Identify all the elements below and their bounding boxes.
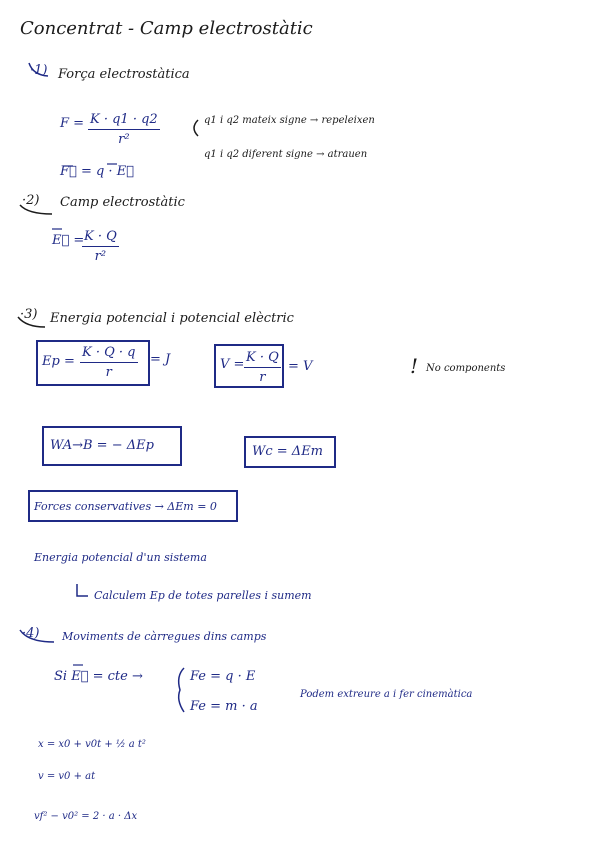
- rule-different-sign: q1 i q2 diferent signe → atrauen: [204, 149, 368, 160]
- wc-formula: Wc = ΔEm: [252, 444, 324, 459]
- rule-same-sign: q1 i q2 mateix signe → repeleixen: [204, 115, 375, 126]
- ep-fraction: [80, 345, 138, 380]
- ep-denominator: r: [105, 365, 112, 380]
- kinematics-torricelli: vf² − v0² = 2 · a · Δx: [34, 811, 138, 822]
- fe-charge-formula: Fe = q · E: [190, 669, 256, 684]
- rules-brace: [194, 120, 198, 136]
- system-note-hook: [77, 584, 88, 596]
- section-2-heading: Camp electrostàtic: [60, 195, 185, 210]
- field-numerator: K · Q: [82, 229, 119, 247]
- system-heading: Energia potencial d'un sistema: [34, 551, 207, 564]
- system-note: Calculem Ep de totes parelles i sumem: [94, 589, 312, 602]
- potential-denominator: r: [259, 370, 266, 385]
- field-denominator: r²: [94, 249, 107, 264]
- section-3-number: ·3): [20, 307, 38, 322]
- warning-mark: !: [410, 354, 419, 378]
- coulomb-denominator: r²: [118, 132, 130, 147]
- warning-text: No components: [426, 363, 506, 374]
- work-formula: WA→B = − ΔEp: [50, 438, 154, 453]
- section-3-heading: Energia potencial i potencial elèctric: [50, 311, 294, 326]
- section-2-number: ·2): [22, 193, 40, 208]
- coulomb-lhs: F =: [60, 116, 85, 131]
- kinematics-position: x = x0 + v0t + ½ a t²: [38, 739, 146, 750]
- ep-numerator: K · Q · q: [80, 345, 138, 363]
- section-4-number: ·4): [22, 626, 40, 641]
- section-1-heading: Força electrostàtica: [58, 67, 190, 82]
- force-field-formula: F⃗ = q · E⃗: [60, 164, 134, 179]
- coulomb-fraction: [88, 112, 160, 147]
- section-1-number: ·1): [30, 63, 48, 78]
- field-fraction: [82, 229, 119, 264]
- conservative-text: Forces conservatives → ΔEm = 0: [34, 500, 217, 513]
- ep-lhs: Ep =: [42, 354, 75, 369]
- fe-brace: [179, 668, 184, 712]
- kinematics-velocity: v = v0 + at: [38, 771, 96, 782]
- field-lhs: E⃗ =: [52, 233, 85, 248]
- coulomb-numerator: K · q1 · q2: [88, 112, 160, 130]
- potential-numerator: K · Q: [244, 350, 281, 368]
- section-4-heading: Moviments de càrregues dins camps: [62, 630, 267, 643]
- potential-lhs: V =: [220, 357, 245, 372]
- fe-mass-formula: Fe = m · a: [190, 699, 258, 714]
- constant-field-condition: Si E⃗ = cte →: [54, 669, 143, 684]
- potential-fraction: [244, 350, 281, 385]
- potential-unit: = V: [288, 359, 313, 374]
- ep-unit: = J: [150, 352, 171, 367]
- page-title: Concentrat - Camp electrostàtic: [20, 18, 313, 39]
- kinematics-note: Podem extreure a i fer cinemàtica: [300, 689, 473, 700]
